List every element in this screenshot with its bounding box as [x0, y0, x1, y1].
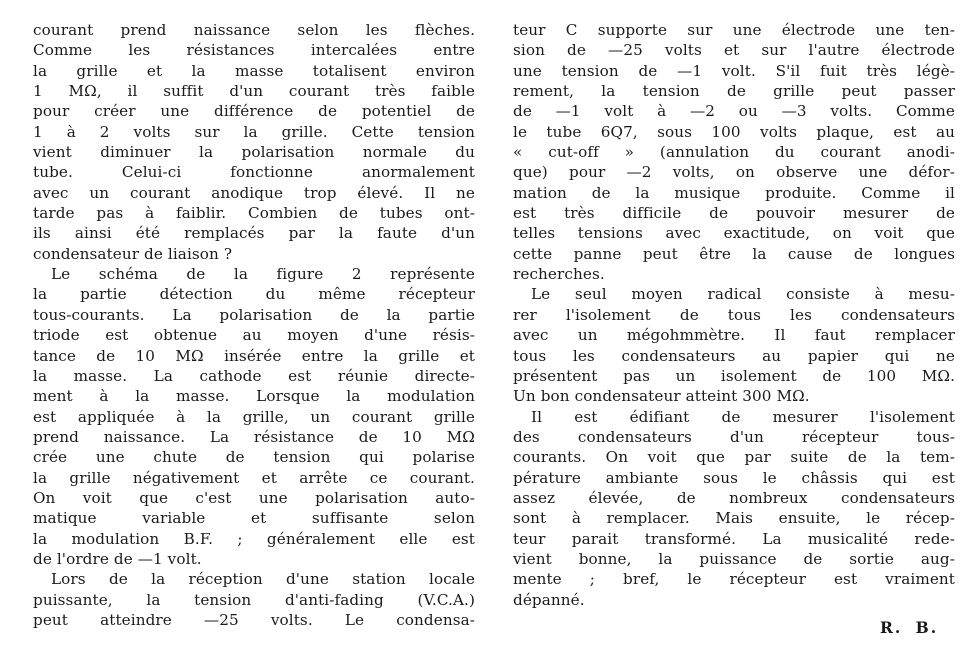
text-line: tarde pas à faiblir. Combien de tubes ont- — [33, 204, 475, 223]
text-line: avec un courant anodique trop élevé. Il ne — [33, 183, 475, 202]
text-line: le tube 6Q7, sous 100 volts plaque, est au — [513, 122, 955, 141]
text-line: que) pour —2 volts, on observe une défor- — [513, 163, 955, 182]
text-line: mente ; bref, le récepteur est vraiment — [513, 570, 955, 589]
text-line: de —1 volt à —2 ou —3 volts. Comme — [513, 102, 955, 121]
text-line: crée une chute de tension qui polarise — [33, 448, 475, 467]
text-line: sion de —25 volts et sur l'autre électrode — [513, 41, 955, 60]
text-line: tance de 10 MΩ insérée entre la grille et — [33, 346, 475, 365]
text-line: tous les condensateurs au papier qui ne — [513, 346, 955, 365]
text-line: est très difficile de pouvoir mesurer de — [513, 204, 955, 223]
text-line: cette panne peut être la cause de longues — [513, 244, 955, 263]
text-line: Un bon condensateur atteint 300 MΩ. — [513, 387, 810, 406]
text-line: « cut-off » (annulation du courant anodi- — [513, 143, 955, 162]
text-line: puissante, la tension d'anti-fading (V.C.A.) — [33, 590, 475, 609]
text-line: tous-courants. La polarisation de la partie — [33, 305, 475, 324]
text-line: rer l'isolement de tous les condensateurs — [513, 305, 955, 324]
text-line: une tension de —1 volt. S'il fuit très légè- — [513, 61, 955, 80]
text-line: 1 à 2 volts sur la grille. Cette tension — [33, 122, 475, 141]
text-line: telles tensions avec exactitude, on voit que — [513, 224, 955, 243]
author-signature: R. B. — [880, 618, 939, 637]
text-line: la grille négativement et arrête ce courant. — [33, 468, 475, 487]
text-line: des condensateurs d'un récepteur tous- — [513, 427, 955, 446]
text-line: la partie détection du même récepteur — [33, 285, 475, 304]
text-line: vient bonne, la puissance de sortie aug- — [513, 549, 955, 568]
text-line: courants. On voit que par suite de la tem- — [513, 448, 955, 467]
text-line: rement, la tension de grille peut passer — [513, 82, 955, 101]
text-line: présentent pas un isolement de 100 MΩ. — [513, 366, 955, 385]
text-line: assez élevée, de nombreux condensateurs — [513, 488, 955, 507]
text-line: Comme les résistances intercalées entre — [33, 41, 475, 60]
text-line: ils ainsi été remplacés par la faute d'un — [33, 224, 475, 243]
text-line: ment à la masse. Lorsque la modulation — [33, 387, 475, 406]
text-line: courant prend naissance selon les flèches. — [33, 21, 475, 39]
text-line: mation de la musique produite. Comme il — [513, 183, 955, 202]
text-line: la modulation B.F. ; généralement elle est — [33, 529, 475, 548]
text-line: tube. Celui-ci fonctionne anormalement — [33, 163, 475, 182]
text-line: avec un mégohmmètre. Il faut remplacer — [513, 326, 955, 345]
text-line: la masse. La cathode est réunie directe- — [33, 366, 475, 385]
text-line: On voit que c'est une polarisation auto- — [33, 488, 475, 507]
text-line: Le seul moyen radical consiste à mesu- — [531, 285, 955, 304]
text-line: condensateur de liaison ? — [33, 244, 233, 263]
text-column-left — [33, 20, 475, 630]
text-line: peut atteindre —25 volts. Le condensa- — [33, 610, 475, 629]
text-line: dépanné. — [513, 590, 585, 609]
text-line: la grille et la masse totalisent environ — [33, 61, 475, 80]
text-line: sont à remplacer. Mais ensuite, le récep- — [513, 509, 955, 528]
text-line: est appliquée à la grille, un courant grille — [33, 407, 475, 426]
text-line: teur C supporte sur une électrode une ten- — [513, 21, 955, 39]
text-line: pérature ambiante sous le châssis qui est — [513, 468, 955, 487]
text-line: matique variable et suffisante selon — [33, 509, 475, 528]
text-line: de l'ordre de —1 volt. — [33, 549, 202, 568]
text-line: Le schéma de la figure 2 représente — [51, 265, 475, 284]
text-line: recherches. — [513, 265, 605, 284]
text-line: vient diminuer la polarisation normale du — [33, 143, 475, 162]
text-line: triode est obtenue au moyen d'une résis- — [33, 326, 475, 345]
text-line: 1 MΩ, il suffit d'un courant très faible — [33, 82, 475, 101]
text-line: prend naissance. La résistance de 10 MΩ — [33, 427, 475, 446]
text-line: teur parait transformé. La musicalité rede- — [513, 529, 955, 548]
text-line: Il est édifiant de mesurer l'isolement — [531, 407, 955, 426]
text-line: pour créer une différence de potentiel de — [33, 102, 475, 121]
text-line: Lors de la réception d'une station locale — [51, 570, 475, 589]
text-column-right — [513, 20, 955, 610]
